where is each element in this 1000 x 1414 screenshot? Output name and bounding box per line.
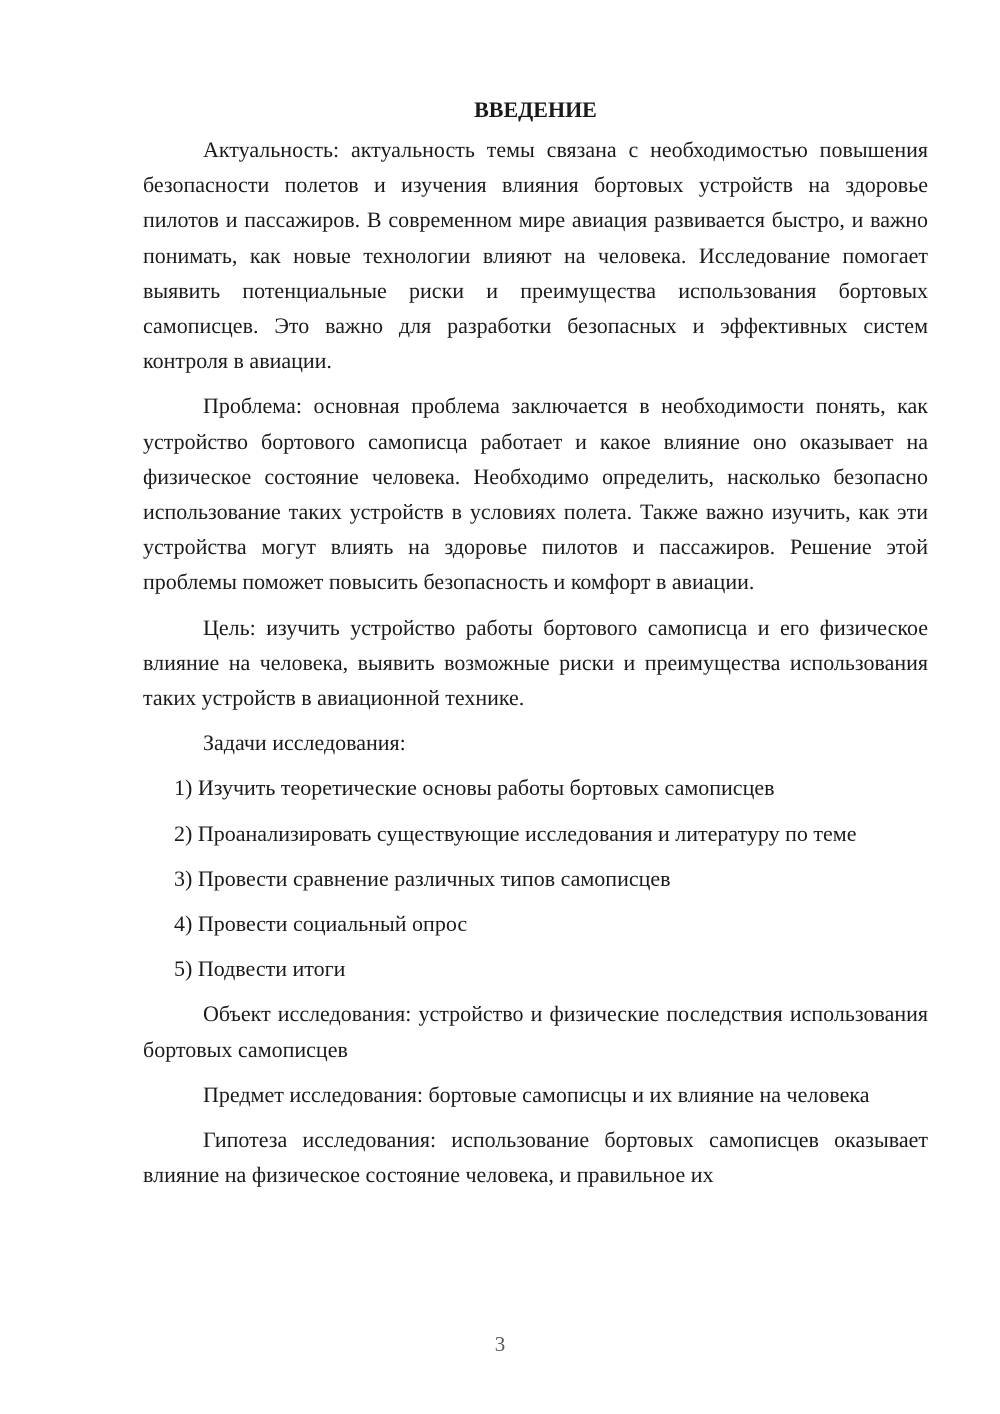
paragraph-subject: Предмет исследования: бортовые самописцы и их влияние на человека (203, 1081, 870, 1107)
task-item: 3) Провести сравнение различных типов самописцев (174, 865, 671, 891)
page-number: 3 (494, 1332, 506, 1356)
task-item: 2) Проанализировать существующие исследования и литературу по теме (174, 820, 857, 846)
paragraph-object: Объект исследования: устройство и физические последствия использования бортовых самописцев (143, 1001, 928, 1062)
document-page (143, 88, 928, 1202)
paragraph-goal: Цель: изучить устройство работы бортового самописца и его физическое влияние на человека, выявить возможные риски и преимущества использования таких устройств в авиационной технике. (143, 614, 928, 711)
task-item: 5) Подвести итоги (174, 956, 346, 982)
paragraph-tasks-heading: Задачи исследования: (203, 730, 406, 756)
section-title: ВВЕДЕНИЕ (474, 97, 597, 122)
task-item: 4) Провести социальный опрос (174, 911, 468, 937)
task-item: 1) Изучить теоретические основы работы бортовых самописцев (174, 775, 775, 801)
paragraph-hypothesis: Гипотеза исследования: использование бортовых самописцев оказывает влияние на физическое состояние человека, и правильное их (143, 1127, 928, 1188)
paragraph-relevance: Актуальность: актуальность темы связана с необходимостью повышения безопасности полетов и изучения влияния бортовых устройств на здоровье пилотов и пассажиров. В современном мире авиация развивается быстро, и важно понимать, как новые технологии влияют на человека. Исследование помогает выявить потенциальные риски и преимущества использования бортовых самописцев. Это важно для разработки безопасных и эффективных систем контроля в авиации. (143, 137, 928, 374)
paragraph-problem: Проблема: основная проблема заключается в необходимости понять, как устройство бортового самописца работает и какое влияние оно оказывает на физическое состояние человека. Необходимо определить, насколько безопасно использование таких устройств в условиях полета. Также важно изучить, как эти устройства могут влиять на здоровье пилотов и пассажиров. Решение этой проблемы поможет повысить безопасность и комфорт в авиации. (143, 393, 928, 595)
